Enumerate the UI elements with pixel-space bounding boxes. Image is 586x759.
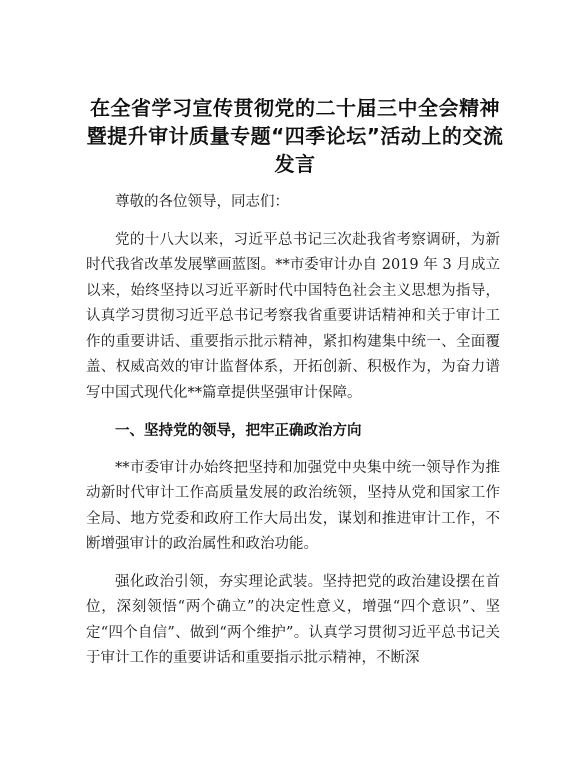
document-body <box>86 190 500 684</box>
salutation: 尊敬的各位领导，同志们： <box>115 194 289 210</box>
section-heading: 一、坚持党的领导，把牢正确政治方向 <box>115 422 362 439</box>
paragraph-intro: 党的十八大以来，习近平总书记三次赴我省考察调研，为新时代我省改革发展擘画蓝图。**市委审计办自 2019 年 3 月成立以来，始终坚持以习近平新时代中国特色社会主义思想为指导，认真学习贯彻习近平总书记考察我省重要讲话精神和关于审计工作的重要讲话、重要指示批示精神，紧扣构建集中统一、全面覆盖、权威高效的审计监督体系，开拓创新、积极作为，为奋力谱写中国式现代化**篇章提供坚强审计保障。 <box>86 231 500 401</box>
paragraph-party-leadership: **市委审计办始终把坚持和加强党中央集中统一领导作为推动新时代审计工作高质量发展的政治统领，坚持从党和国家工作全局、地方党委和政府工作大局出发，谋划和推进审计工作，不断增强审计的政治属性和政治功能。 <box>86 459 500 552</box>
document-title: 在全省学习宣传贯彻党的二十届三中全会精神暨提升审计质量专题“四季论坛”活动上的交流发言 <box>86 96 504 176</box>
paragraph-political-guidance: 强化政治引领，夯实理论武装。坚持把党的政治建设摆在首位，深刻领悟“两个确立”的决定性意义，增强“四个意识”、坚定“四个自信”、做到“两个维护”。认真学习贯彻习近平总书记关于审计工作的重要讲话和重要指示批示精神，不断深 <box>86 573 500 666</box>
